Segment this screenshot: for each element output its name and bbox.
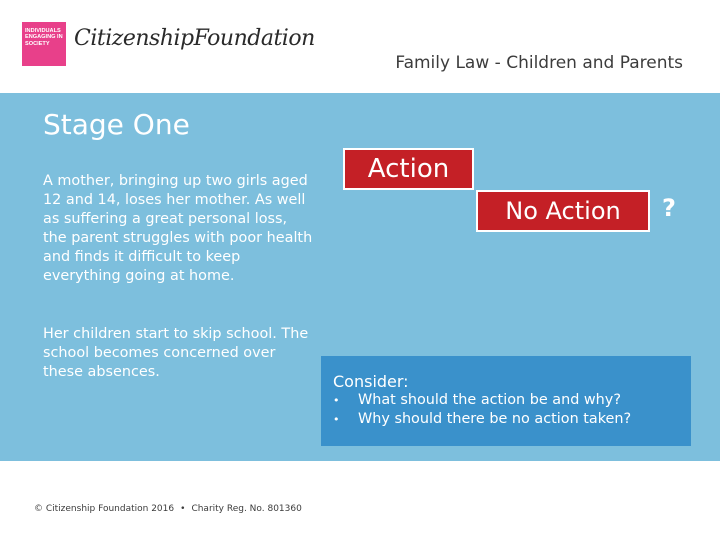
bullet-icon: • [333, 413, 340, 426]
brand-logo [22, 22, 66, 66]
footer-separator: • [180, 504, 186, 514]
consider-item-text: Why should there be no action taken? [358, 411, 632, 427]
logo-line: ENGAGING IN [25, 34, 63, 41]
consider-heading: Consider: [333, 372, 409, 391]
action-button[interactable]: Action [343, 148, 474, 190]
list-item [333, 391, 679, 410]
list-item [333, 410, 679, 429]
consider-panel [321, 356, 691, 446]
brand-wordmark: CitizenshipFoundation [74, 26, 315, 51]
logo-line: INDIVIDUALS [25, 28, 61, 34]
charity-number: Charity Reg. No. 801360 [191, 504, 302, 514]
footer [34, 504, 302, 514]
page-title: Family Law - Children and Parents [395, 53, 683, 73]
consider-item-text: What should the action be and why? [358, 392, 621, 408]
question-mark: ? [662, 194, 676, 222]
no-action-button[interactable]: No Action [476, 190, 650, 232]
copyright-text: © Citizenship Foundation 2016 [34, 504, 175, 514]
logo-line: SOCIETY [25, 40, 50, 47]
consider-list [333, 391, 679, 429]
scenario-paragraph: A mother, bringing up two girls aged 12 and 14, loses her mother. As well as suffering a great personal loss, the parent struggles with poor health and finds it difficult to keep everything going at home. [43, 173, 313, 284]
bullet-icon: • [333, 394, 340, 407]
scenario-paragraph-followup: Her children start to skip school. The school becomes concerned over these absences. [43, 326, 309, 380]
header [0, 0, 720, 93]
stage-title: Stage One [43, 108, 190, 141]
